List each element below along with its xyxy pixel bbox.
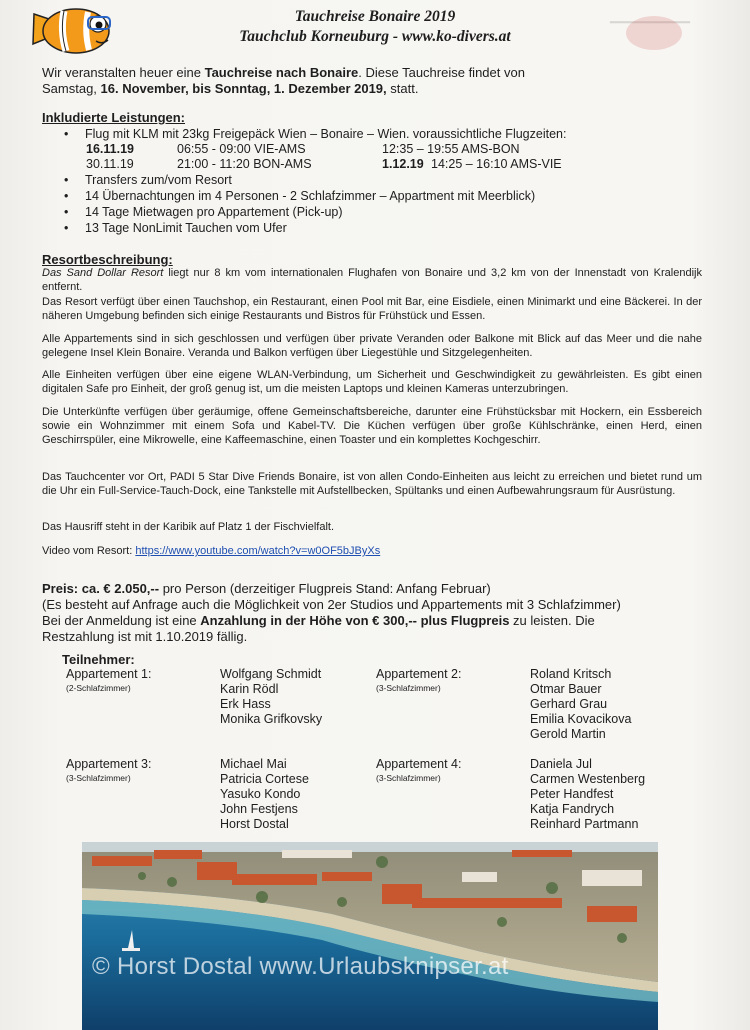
participant-name: Carmen Westenberg <box>530 772 646 786</box>
apartment-names <box>220 667 322 727</box>
participant-name: Karin Rödl <box>220 682 279 696</box>
deposit-text: Bei der Anmeldung ist eine <box>42 613 201 628</box>
participant-name: Michael Mai <box>220 757 287 771</box>
resort-paragraph: Alle Einheiten verfügen über eine eigene WLAN-Verbindung, um Sicherheit und Geschwindigkeit zu gewährleisten. Es gibt einen digitalen Safe pro Einheit, der groß genug ist, um die meisten Laptops und kleinen Kameras unterzubringen. <box>42 369 702 395</box>
heading-text: Resortbeschreibung: <box>42 252 173 267</box>
flight-date: 16.11.19 <box>86 142 134 156</box>
resort-paragraph: Alle Appartements sind in sich geschlossen und verfügen über private Veranden oder Balkone mit Blick auf das Meer und die nahe gelegene Insel Klein Bonaire. Veranda und Balkon verfügen über Liegestühle und Sitzgelegenheiten. <box>42 333 702 359</box>
participant-name: Emilia Kovacikova <box>530 712 632 726</box>
resort-paragraph: Das Tauchcenter vor Ort, PADI 5 Star Dive Friends Bonaire, ist von allen Condo-Einheiten aus leicht zu erreichen und bietet rund um die Uhr ein Full-Service-Tauch-Dock, eine Tankstelle mit Aufstellbecken, Spültanks und einen Aufbewahrungsraum für Ausrüstung. <box>42 471 702 497</box>
resort-aerial-photo <box>82 842 658 1030</box>
intro-text: Samstag, <box>42 81 101 96</box>
apartment-sub: (3-Schlafzimmer) <box>376 773 441 783</box>
list-item: • 14 Übernachtungen im 4 Personen - 2 Schlafzimmer – Appartment mit Meerblick) <box>64 188 714 204</box>
heading-text: Inkludierte Leistungen: <box>42 110 186 125</box>
flight-time: 21:00 - 11:20 BON-AMS <box>177 157 312 171</box>
deposit-text: zu leisten. Die <box>509 613 595 628</box>
intro-text: Wir veranstalten heuer eine <box>42 65 205 80</box>
participant-name: Gerhard Grau <box>530 697 608 711</box>
resort-heading <box>42 252 173 267</box>
flight-time: 06:55 - 09:00 VIE-AMS <box>177 142 306 156</box>
apartment-label: Appartement 1: <box>66 667 152 681</box>
participant-name: Peter Handfest <box>530 787 614 801</box>
resort-paragraph <box>42 266 702 294</box>
participant-name: Yasuko Kondo <box>220 787 301 801</box>
bleed-through-text: ▁▁▁▁▁▁▁▁ <box>610 8 690 23</box>
apartment-label: Appartement 4: <box>376 757 462 771</box>
participant-name: Monika Grifkovsky <box>220 712 323 726</box>
leistungen-heading <box>42 110 185 125</box>
participant-name: Daniela Jul <box>530 757 592 771</box>
photo-watermark: © Horst Dostal www.Urlaubsknipser.at <box>92 953 509 980</box>
participant-name: Patricia Cortese <box>220 772 309 786</box>
intro-text: . Diese Tauchreise findet von <box>358 65 525 80</box>
list-item: • 14 Tage Mietwagen pro Appartement (Pick-up) <box>64 204 714 220</box>
flight-date: 1.12.19 <box>382 157 424 171</box>
participant-name: Erk Hass <box>220 697 271 711</box>
apartment-sub: (3-Schlafzimmer) <box>376 683 441 693</box>
intro-dates: 16. November, bis Sonntag, 1. Dezember 2019, <box>100 81 387 96</box>
participant-name: Katja Fandrych <box>530 802 615 816</box>
participant-name: John Festjens <box>220 802 298 816</box>
price-line <box>42 581 682 597</box>
video-label: Video vom Resort: <box>42 545 136 557</box>
leistungen-list <box>64 172 714 236</box>
intro-text: statt. <box>386 81 419 96</box>
resort-paragraph: Die Unterkünfte verfügen über geräumige, offene Gemeinschaftsbereiche, darunter eine Frühstücksbar mit Hockern, ein Essbereich sowie ein Wohnzimmer mit einem Sofa und Kabel-TV. Die Küchen verfügen über große Kühlschränke, einen Herd, einen Geschirrspüler, eine Mikrowelle, eine Kaffeemaschine, einen Toaster und ein komplettes Kochgeschirr. <box>42 406 702 446</box>
participant-name: Horst Dostal <box>220 817 289 831</box>
participants-heading: Teilnehmer: <box>62 652 135 667</box>
apartment-names <box>530 757 645 832</box>
participant-name: Roland Kritsch <box>530 667 612 681</box>
list-item: • Transfers zum/vom Resort <box>64 172 714 188</box>
resort-name: Das Sand Dollar Resort <box>42 267 164 279</box>
list-item: • 13 Tage NonLimit Tauchen vom Ufer <box>64 220 714 236</box>
resort-paragraph: Das Resort verfügt über einen Tauchshop, ein Restaurant, einen Pool mit Bar, eine Eisdiele, einen Minimarkt und eine Bäckerei. In der näheren Umgebung befinden sich einige Restaurants und Bistros für Frühstück und Essen. <box>42 296 702 322</box>
header-title: Tauchreise Bonaire 2019 <box>294 8 456 25</box>
apartment-sub: (3-Schlafzimmer) <box>66 773 131 783</box>
flight-time: 14:25 – 16:10 AMS-VIE <box>431 157 562 171</box>
price-note: (Es besteht auf Anfrage auch die Möglichkeit von 2er Studios und Appartements mit 3 Schlafzimmer) <box>42 597 621 612</box>
deposit-line <box>42 613 682 629</box>
apartment-names <box>530 667 631 742</box>
intro-bold: Tauchreise nach Bonaire <box>204 65 359 80</box>
intro-paragraph <box>42 65 682 97</box>
resort-paragraph: Das Hausriff steht in der Karibik auf Platz 1 der Fischvielfalt. <box>42 521 335 533</box>
participant-name: Reinhard Partmann <box>530 817 639 831</box>
apartment-sub: (2-Schlafzimmer) <box>66 683 131 693</box>
price-text: pro Person (derzeitiger Flugpreis Stand: Anfang Februar) <box>159 581 491 596</box>
participant-name: Wolfgang Schmidt <box>220 667 322 681</box>
paragraph-text: liegt nur 8 km vom internationalen Flughafen von Bonaire und 3,2 km von der Innenstadt von Kralendijk entfernt. <box>42 267 702 293</box>
apartment-label: Appartement 3: <box>66 757 152 771</box>
header-club: Tauchclub Korneuburg - www.ko-divers.at <box>239 28 511 45</box>
leistungen-flight-item <box>64 126 714 142</box>
flight-time: 12:35 – 19:55 AMS-BON <box>382 142 520 156</box>
price-bold: Preis: ca. € 2.050,-- <box>42 581 160 596</box>
balance-line: Restzahlung ist mit 1.10.2019 fällig. <box>42 629 248 644</box>
participant-name: Gerold Martin <box>530 727 606 741</box>
deposit-bold: Anzahlung in der Höhe von € 300,-- plus Flugpreis <box>200 613 510 628</box>
apartment-label: Appartement 2: <box>376 667 462 681</box>
participant-name: Otmar Bauer <box>530 682 602 696</box>
apartment-names <box>220 757 309 832</box>
flight-date: 30.11.19 <box>86 157 134 171</box>
video-link[interactable]: https://www.youtube.com/watch?v=w0OF5bJByXs <box>135 545 381 557</box>
list-item: • Flug mit KLM mit 23kg Freigepäck Wien – Bonaire – Wien. voraussichtliche Flugzeiten: <box>64 126 714 142</box>
video-line <box>42 544 702 558</box>
